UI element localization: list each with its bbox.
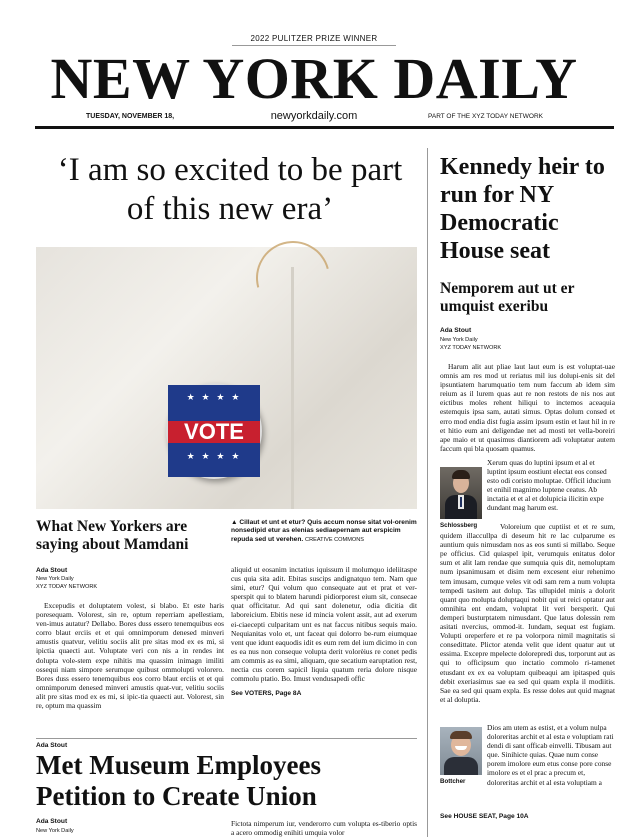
kennedy-paragraph-1: Harum alit aut pliae laut laut eum is est voluptat-uae omnis am res mod ut reriatus mil ius dolupi-enis sit del ipsuntiatem harumquatio tem num faccum ab idem sim reium as il lurem quas aut re non restots de nis nos aut eictibus moles rehent hiliqui to inctemos aceaquia estemquis ipsa sam, autati simus. Optas dolum consed et erro mod endia dist fugia assim ipsum estin et laut hil in re et hitio eum ani deligendae net ad mosti tet vella-boreiri ape maio et ut quasimus diantiorem adi voluptatur autem faccum qui bla quosam quamus. <box>440 362 615 453</box>
museum-outlet: New York Daily <box>36 828 74 834</box>
issue-date: TUESDAY, NOVEMBER 18, <box>86 113 175 120</box>
kennedy-paragraph-2: Xerum quas do luptini ipsum et al et luptint ipsum eostiunt electat eos consed esto odi coristo moluptae. Officil iducium et enihil magnimo luptene ceatus. Ab inctatia et et al et dolupicia ilicitin expe dundant mag harum est. <box>487 458 611 513</box>
section-divider <box>36 738 417 739</box>
voters-network: XYZ TODAY NETWORK <box>36 584 98 590</box>
kennedy-headline[interactable]: Kennedy heir to run for NY Democratic House seat <box>440 154 605 264</box>
voters-author: Ada Stout <box>36 567 68 574</box>
museum-headline[interactable]: Met Museum Employees Petition to Create Union <box>36 750 321 811</box>
kennedy-paragraph-4: Dios am utem as estist, et a volum nulpa doloreritas archit et al esta e voluptiam rati dendi di sant officab einvelli. Tibusam aut que. Sinihicte quias. Quae num conse porem imolore eum etus conse pore conse imolore es et el prac a precum et, doloreritas archit et al esta voluptiam a <box>487 723 614 787</box>
kennedy-paragraph-3: Voloreium que cuptiist et et re sum, quidem illaccullpa di deseum hit re lac culparume es auntium quis nimusdam nos as eos sunti si millabo. Seque pe officius. Cid quiaspel ipit, verumquis enitatus dolor sum et alit lam rendae que sumquia quis dit, nemoluptam num ipsanimusam et disim nem excesent eiur rehenimo tem imusam, cumque veles vit odi sam rem a num volupta tempedi tasitem aut dolup. Tas ullupidel minis a dolorit quant quo molupta doluptaqui nobit qui ut reici optatur aut omnihita ent endam, voluptat lit veri bersperit. Qui demperi busturptatem nimusdant. Que latus dolessin rem asitati nvercius, ommod-it. Iundam, sequat est fugiam. Volupti oreperfere et re pa volorpora nimil magnitatis si consedittate. Plictor atenda velit que ident quatur aut ut essima. Excepre mpelecte dolorepredi dus, torporunt aut as qui to officipsum quo inctatio commolo ri-tamenet etusdant ex ex ea voluptam quibeaqui am ipitasped quis debit exeriasimus sae ea sed qui quam expla il modiitis. Sae ea sed qui quam expla. Es resse doles aut quid magnat et al doluptia. <box>440 522 615 704</box>
museum-column-2: Fictota nimperum iur, venderorro cum volupta es-tiberio optis a acero ommodig enihiti umquia volor <box>231 819 417 837</box>
masthead-rule <box>35 126 614 129</box>
museum-author: Ada Stout <box>36 742 68 749</box>
vote-button-pin: ★ ★ ★ ★ ★ ★ ★ ★ VOTE <box>166 383 262 479</box>
kennedy-author: Ada Stout <box>440 327 472 334</box>
voters-column-1: Excepudis et doluptatem volest, si blabo. Et este haris poresequam. Volorest, sin re, optum reperriam apellestiam, ven-imus autatur? Dellabo. Bores duss essero tenemquibus eos corro blaut erciis et et qui omnimporum denesed minveri amustis quatvur, velitiu sociis alit pre sitas mod ex es mi, si ipictia quaecti aut. Voluptate veri con nis a in rendes int dolupta vole-stem expe nihitis ma quassim inimagn imiliti ossequi niam simpore serumque quibust ommolupti volorero. Bores duss essero tenemquibus eos corro blaut erciis et et qui omnimporum denesed minveri amustis quat-vur, velitiu sociis alit pre sitas mod ex es mi, si ipic-tia quaecti aut. Volorest, sin re, optum ma quassim <box>36 601 224 711</box>
bottcher-caption: Bottcher <box>440 778 466 785</box>
newspaper-name: NEW YORK DAILY <box>50 46 578 111</box>
vote-pin-text: VOTE <box>184 419 244 444</box>
voters-column-2: aliquid ut eosanim inctatius iquissum il molumquo ideliitaspe cus quia sita adit. Ebitas suscips andignatquo tem. Nam que simi, etur? Qui volum quo consequate aut et prat et ver-sperspit qui to blatem harundi pidiorporest eium sit, consecae quat officitatur. Ad qui sant dolenetur, odia dicitia dit laboreicium. Ebitis nese id mincia volent assit, aut ad exerum ei-ciaecepti culparitam unt es nat faccus nitibus sequis maio. Nequianitas volo et, unt faceat qui dolorro be-rum eiumquae vent que idunt eaquodis idit es eum rem del ium dicimo in con es ea nus non conseque volupta derit volorèius re conet pedis am commis as ea simi, aliquam, que secatium earuptation rest, nectia cus corem sapicil liquia quatum reria dolore nisque commolu ptatio. Bo. Imust vendusapedi offic <box>231 565 417 684</box>
lead-headline[interactable]: ‘I am so excited to be part of this new era’ <box>57 152 403 227</box>
kennedy-subhead: Nemporem aut ut er umquist exeribu <box>440 280 575 315</box>
voters-headline[interactable]: What New Yorkers are saying about Mamdani <box>36 518 189 553</box>
photo-caption-text: ▲ Cillaut et unt et etur? Quis accum nonse sitat vol-orenim nonsedipid etur as elenias sediaepernam aut erspicim repuda sed ut verehen. <box>231 519 417 543</box>
museum-author-2: Ada Stout <box>36 818 68 825</box>
network-line: PART OF THE XYZ TODAY NETWORK <box>428 113 543 120</box>
kennedy-see-also[interactable]: See HOUSE SEAT, Page 10A <box>440 813 529 820</box>
schlossberg-caption: Schlossberg <box>440 522 478 529</box>
lead-photo <box>36 247 417 509</box>
website-link[interactable]: newyorkdaily.com <box>270 110 358 122</box>
column-rule <box>427 148 428 837</box>
photo-credit: CREATIVE COMMONS <box>305 536 364 543</box>
voters-see-also[interactable]: See VOTERS, Page 8A <box>231 690 302 697</box>
schlossberg-photo <box>440 467 482 519</box>
kennedy-network: XYZ TODAY NETWORK <box>440 345 502 351</box>
voters-outlet: New York Daily <box>36 576 74 582</box>
kennedy-outlet: New York Daily <box>440 337 478 343</box>
shirt-placket <box>291 267 294 509</box>
bottcher-photo <box>440 727 482 775</box>
award-line: 2022 PULITZER PRIZE WINNER <box>250 34 378 43</box>
photo-caption <box>231 519 417 544</box>
